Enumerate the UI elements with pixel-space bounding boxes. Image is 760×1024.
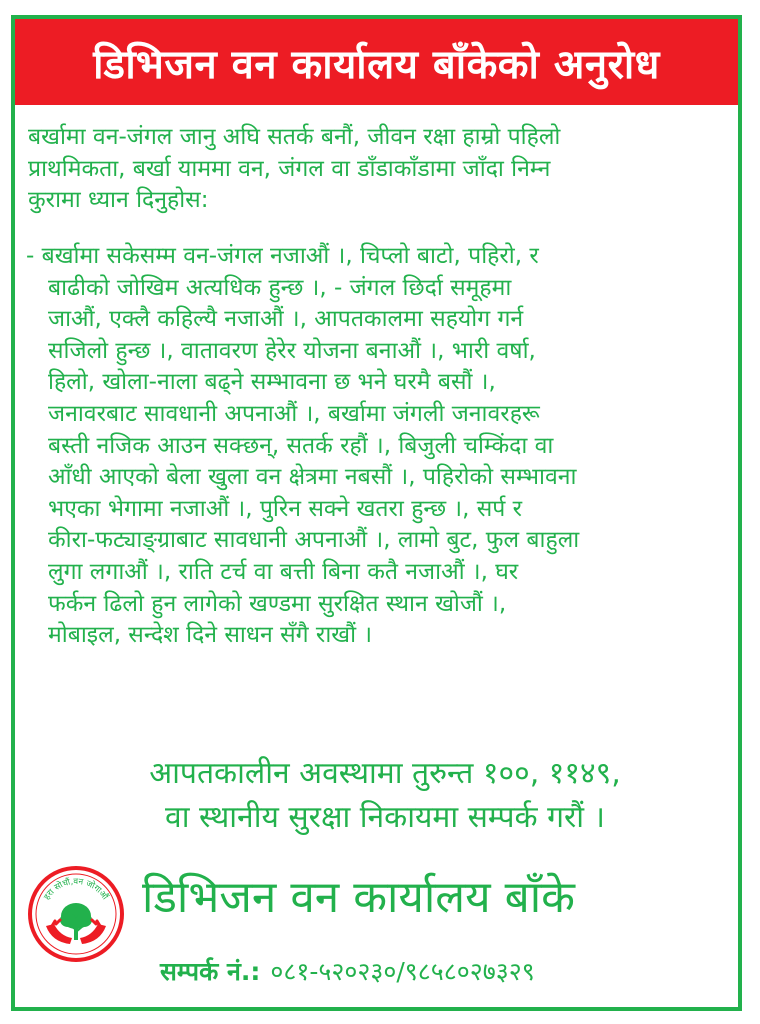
advice-line: जाऔं, एक्लै कहिल्यै नजाऔं ।, आपतकालमा सहयोग गर्न (48, 306, 524, 333)
office-name: डिभिजन वन कार्यालय बाँके (142, 872, 575, 923)
header-banner (15, 19, 738, 105)
advice-line: लुगा लगाऔं ।, राति टर्च वा बत्ती बिना कतै नजाऔं ।, घर (48, 558, 519, 585)
advice-line: फर्कन ढिलो हुन लागेको खण्डमा सुरक्षित स्थान खोजौं ।, (48, 590, 507, 617)
advice-line: जनावरबाट सावधानी अपनाऔं ।, बर्खामा जंगली जनावरहरू (48, 400, 540, 427)
advice-line: - बर्खामा सकेसम्म वन-जंगल नजाऔं ।, चिप्लो बाटो, पहिरो, र (26, 243, 539, 269)
intro-line: प्राथमिकता, बर्खा याममा वन, जंगल वा डाँडाकाँडामा जाँदा निम्न (28, 155, 551, 182)
intro-paragraph (28, 122, 733, 217)
emergency-line: आपतकालीन अवस्थामा तुरुन्त १००, ११४९, (149, 756, 621, 791)
advice-line: बस्ती नजिक आउन सक्छन्, सतर्क रहौं ।, बिजुली चम्किंदा वा (48, 432, 554, 459)
logo-text: हरा सोचौं,वन जोगाऔं (42, 876, 110, 902)
emergency-notice (40, 752, 730, 840)
contact-numbers: ०८१-५२०२३०/९८५८०२७३२९ (270, 957, 535, 986)
advice-line: भएका भेगामा नजाऔं ।, पुरिन सक्ने खतरा हुन्छ ।, सर्प र (48, 495, 523, 522)
advice-line: बाढीको जोखिम अत्यधिक हुन्छ ।, - जंगल छिर्दा समूहमा (48, 274, 512, 301)
advice-line: हिलो, खोला-नाला बढ्ने सम्भावना छ भने घरमै बसौं ।, (48, 369, 496, 396)
intro-line: कुरामा ध्यान दिनुहोस: (28, 187, 209, 213)
contact-info (160, 955, 535, 989)
intro-line: बर्खामा वन-जंगल जानु अघि सतर्क बनौं, जीवन रक्षा हाम्रो पहिलो (28, 124, 561, 150)
hands-holding-tree-emblem-icon (26, 864, 126, 964)
advice-line: आँधी आएको बेला खुला वन क्षेत्रमा नबसौं ।, पहिरोको सम्भावना (48, 464, 577, 491)
contact-label: सम्पर्क नं.: (160, 957, 261, 986)
advice-line: कीरा-फट्याङ्ग्राबाट सावधानी अपनाऔं ।, लामो बुट, फुल बाहुला (48, 527, 580, 554)
advice-line: सजिलो हुन्छ ।, वातावरण हेरेर योजना बनाऔं ।, भारी वर्षा, (48, 337, 536, 364)
emergency-line: वा स्थानीय सुरक्षा निकायमा सम्पर्क गरौं । (165, 800, 605, 835)
advice-line: मोबाइल, सन्देश दिने साधन सँगै राखौं । (48, 622, 373, 649)
page-title: डिभिजन वन कार्यालय बाँकेको अनुरोध (93, 41, 660, 88)
advice-list (26, 241, 736, 652)
